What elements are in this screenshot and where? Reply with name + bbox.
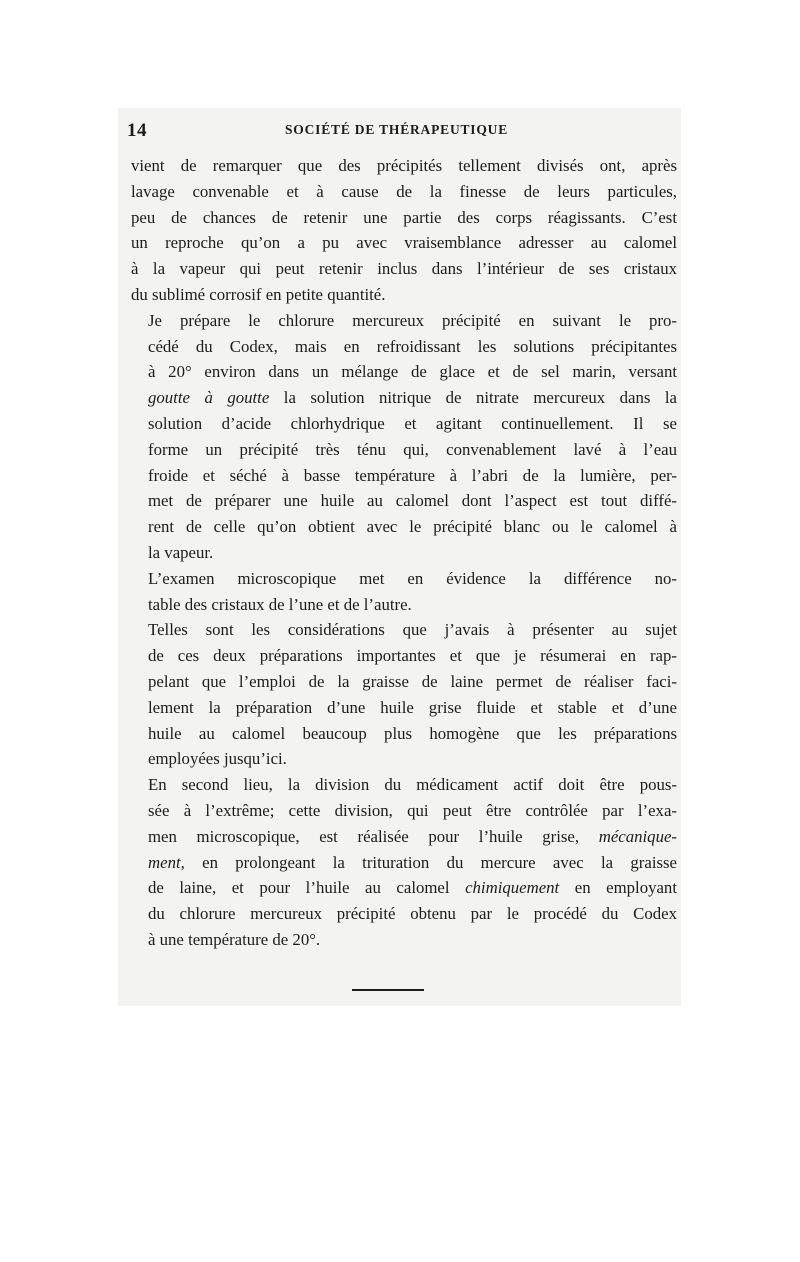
page-number: 14 <box>127 120 147 141</box>
text-line: lement la préparation d’une huile grise fluide et stable et d’une <box>148 697 677 717</box>
italic-text: ment, <box>148 852 185 872</box>
text-line: du sublimé corrosif en petite quantité. <box>131 284 386 304</box>
text-line: employées jusqu’ici. <box>148 749 287 769</box>
text-line: froide et séché à basse température à l’abri de la lumière, per- <box>148 465 677 485</box>
text-line: un reproche qu’on a pu avec vraisemblance adresser au calomel <box>131 233 677 253</box>
text-line: table des cristaux de l’une et de l’autre. <box>148 594 412 614</box>
text-line: à 20° environ dans un mélange de glace et de sel marin, versant <box>148 362 677 382</box>
italic-text: goutte à goutte <box>148 388 270 408</box>
text-line: Telles sont les considérations que j’avais à présenter au sujet <box>148 620 677 640</box>
text-line: vient de remarquer que des précipités tellement divisés ont, après <box>131 156 677 175</box>
text-line <box>131 875 677 901</box>
end-rule <box>352 989 424 991</box>
text-line: à une température de 20°. <box>148 929 321 949</box>
paragraph-2 <box>131 308 677 566</box>
text-line: lavage convenable et à cause de la finesse de leurs particules, <box>131 181 677 201</box>
running-head: SOCIÉTÉ DE THÉRAPEUTIQUE <box>285 122 509 137</box>
text-span: la solution nitrique de nitrate mercureux dans la <box>269 388 677 408</box>
text-line: du chlorure mercureux précipité obtenu par le procédé du Codex <box>148 904 677 924</box>
text-span: en prolongeant la trituration du mercure avec la graisse <box>184 852 677 872</box>
text-line: met de préparer une huile au calomel dont l’aspect est tout diffé- <box>148 491 677 511</box>
italic-text: mécanique- <box>598 826 677 846</box>
text-line: solution d’acide chlorhydrique et agitant continuellement. Il se <box>148 413 677 433</box>
text-span: men microscopique, est réalisée pour l’huile grise, <box>148 826 599 846</box>
text-span: de laine, et pour l’huile au calomel <box>148 878 466 898</box>
paragraph-4 <box>131 617 677 772</box>
body-text <box>131 153 677 953</box>
text-line: peu de chances de retenir une partie des corps réagissants. C’est <box>131 207 677 227</box>
text-line: cédé du Codex, mais en refroidissant les solutions précipitantes <box>148 336 677 356</box>
paragraph-3 <box>131 566 677 618</box>
text-line: la vapeur. <box>148 542 214 562</box>
text-line: huile au calomel beaucoup plus homogène que les préparations <box>148 723 677 743</box>
text-line: pelant que l’emploi de la graisse de laine permet de réaliser faci- <box>148 671 677 691</box>
text-line: de ces deux préparations importantes et que je résumerai en rap- <box>148 646 677 666</box>
text-line: En second lieu, la division du médicament actif doit être pous- <box>148 775 677 795</box>
text-line: L’examen microscopique met en évidence la différence no- <box>148 568 677 588</box>
page-header <box>127 120 679 142</box>
text-line <box>131 824 677 850</box>
text-line: forme un précipité très ténu qui, convenablement lavé à l’eau <box>148 439 677 459</box>
text-line: à la vapeur qui peut retenir inclus dans l’intérieur de ses cristaux <box>131 259 677 279</box>
text-span: en employant <box>559 878 677 898</box>
italic-text: chimiquement <box>465 878 560 898</box>
text-line <box>131 385 677 411</box>
paragraph-1 <box>131 153 677 308</box>
text-line <box>131 850 677 876</box>
text-line: rent de celle qu’on obtient avec le précipité blanc ou le calomel à <box>148 517 677 537</box>
text-line: sée à l’extrême; cette division, qui peut être contrôlée par l’exa- <box>148 800 677 820</box>
paragraph-5 <box>131 772 677 953</box>
text-line: Je prépare le chlorure mercureux précipité en suivant le pro- <box>148 310 677 330</box>
